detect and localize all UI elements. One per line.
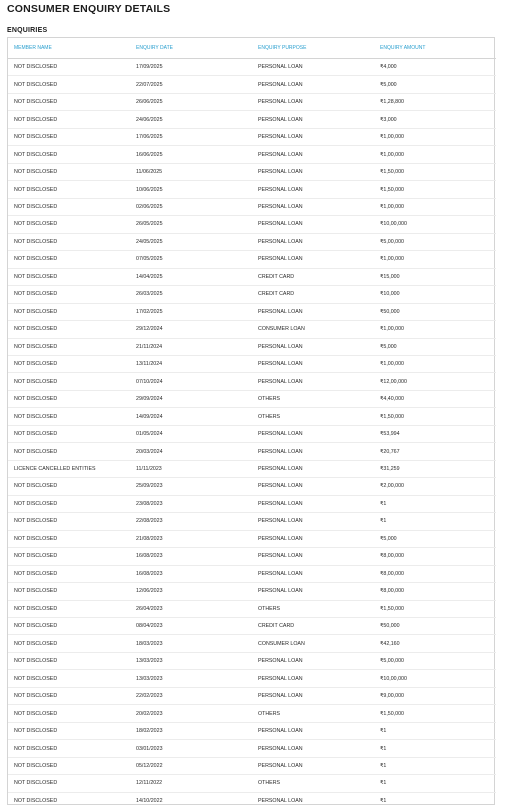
enquiry-purpose-cell: PERSONAL LOAN xyxy=(252,76,374,93)
enquiry-amount-cell: ₹15,000 xyxy=(374,268,496,285)
enquiry-amount-cell: ₹8,00,000 xyxy=(374,565,496,582)
enquiry-date-cell: 12/06/2023 xyxy=(130,583,252,600)
enquiry-date-cell: 11/06/2025 xyxy=(130,163,252,180)
enquiry-amount-cell: ₹20,767 xyxy=(374,443,496,460)
enquiry-amount-cell: ₹1 xyxy=(374,722,496,739)
member-name-cell: NOT DISCLOSED xyxy=(8,513,130,530)
enquiry-date-cell: 10/06/2025 xyxy=(130,181,252,198)
member-name-cell: NOT DISCLOSED xyxy=(8,321,130,338)
member-name-cell: NOT DISCLOSED xyxy=(8,233,130,250)
enquiry-purpose-cell: PERSONAL LOAN xyxy=(252,548,374,565)
enquiry-purpose-cell: PERSONAL LOAN xyxy=(252,146,374,163)
table-row xyxy=(8,76,496,93)
enquiry-purpose-cell: PERSONAL LOAN xyxy=(252,303,374,320)
enquiry-purpose-cell: PERSONAL LOAN xyxy=(252,583,374,600)
table-row xyxy=(8,530,496,547)
enquiry-amount-cell: ₹10,000 xyxy=(374,286,496,303)
enquiry-date-cell: 20/03/2024 xyxy=(130,443,252,460)
enquiry-date-cell: 16/06/2025 xyxy=(130,146,252,163)
enquiry-date-cell: 14/10/2022 xyxy=(136,797,163,804)
enquiry-amount-cell: ₹42,160 xyxy=(374,635,496,652)
table-row xyxy=(8,775,496,792)
enquiry-amount-cell: ₹1,50,000 xyxy=(374,408,496,425)
enquiry-date-cell: 25/09/2023 xyxy=(130,478,252,495)
member-name-cell: NOT DISCLOSED xyxy=(8,76,130,93)
enquiry-purpose-cell: PERSONAL LOAN xyxy=(252,513,374,530)
enquiry-amount-cell: ₹12,00,000 xyxy=(374,373,496,390)
enquiry-purpose-cell: PERSONAL LOAN xyxy=(252,181,374,198)
member-name-cell: NOT DISCLOSED xyxy=(8,111,130,128)
table-row xyxy=(8,146,496,163)
enquiry-date-cell: 20/02/2023 xyxy=(130,705,252,722)
member-name-cell: NOT DISCLOSED xyxy=(8,216,130,233)
table-row xyxy=(8,792,496,809)
enquiry-date-cell: 26/06/2025 xyxy=(130,93,252,110)
enquiry-purpose-cell: PERSONAL LOAN xyxy=(252,740,374,757)
table-row xyxy=(8,722,496,739)
enquiry-purpose-cell: CONSUMER LOAN xyxy=(252,321,374,338)
enquiry-amount-cell: ₹8,00,000 xyxy=(374,583,496,600)
enquiry-date-cell: 21/08/2023 xyxy=(130,530,252,547)
table-row xyxy=(8,303,496,320)
member-name-cell: NOT DISCLOSED xyxy=(8,338,130,355)
table-row xyxy=(8,390,496,407)
member-name-cell: NOT DISCLOSED xyxy=(14,797,58,804)
member-name-cell: NOT DISCLOSED xyxy=(8,286,130,303)
table-row xyxy=(8,495,496,512)
enquiry-purpose-cell: PERSONAL LOAN xyxy=(252,128,374,145)
member-name-cell: NOT DISCLOSED xyxy=(8,408,130,425)
enquiry-amount-cell: ₹50,000 xyxy=(374,303,496,320)
table-row xyxy=(8,286,496,303)
member-name-cell: NOT DISCLOSED xyxy=(8,355,130,372)
enquiry-amount-cell: ₹9,00,000 xyxy=(374,687,496,704)
member-name-cell: NOT DISCLOSED xyxy=(8,583,130,600)
enquiry-amount-cell: ₹5,000 xyxy=(374,530,496,547)
table-row xyxy=(8,251,496,268)
enquiry-amount-cell: ₹1 xyxy=(374,740,496,757)
table-row xyxy=(8,478,496,495)
enquiry-date-cell: 13/03/2023 xyxy=(130,670,252,687)
member-name-cell: NOT DISCLOSED xyxy=(8,495,130,512)
enquiry-amount-cell: ₹50,000 xyxy=(374,618,496,635)
enquiry-purpose-cell: PERSONAL LOAN xyxy=(252,251,374,268)
enquiry-date-cell: 26/05/2025 xyxy=(130,216,252,233)
member-name-cell: NOT DISCLOSED xyxy=(8,705,130,722)
table-row xyxy=(8,548,496,565)
column-header-enquiry-amount: ENQUIRY AMOUNT xyxy=(374,38,496,59)
enquiry-amount-cell: ₹1,50,000 xyxy=(374,705,496,722)
enquiry-date-cell: 13/03/2023 xyxy=(130,652,252,669)
table-row xyxy=(8,216,496,233)
enquiry-amount-cell: ₹1,00,000 xyxy=(374,251,496,268)
table-row xyxy=(8,618,496,635)
column-header-enquiry-date: ENQUIRY DATE xyxy=(130,38,252,59)
enquiry-date-cell: 16/08/2023 xyxy=(130,548,252,565)
enquiry-amount-cell: ₹1,28,800 xyxy=(374,93,496,110)
table-row xyxy=(8,198,496,215)
member-name-cell: NOT DISCLOSED xyxy=(8,775,130,792)
enquiry-purpose-cell: CONSUMER LOAN xyxy=(252,635,374,652)
table-row xyxy=(8,111,496,128)
enquiry-amount-cell: ₹5,000 xyxy=(374,76,496,93)
enquiry-purpose-cell: PERSONAL LOAN xyxy=(252,198,374,215)
member-name-cell: NOT DISCLOSED xyxy=(8,635,130,652)
member-name-cell: NOT DISCLOSED xyxy=(8,757,130,774)
member-name-cell: NOT DISCLOSED xyxy=(8,303,130,320)
page-title: CONSUMER ENQUIRY DETAILS xyxy=(7,3,171,15)
enquiry-purpose-cell: CREDIT CARD xyxy=(252,286,374,303)
enquiry-date-cell: 14/04/2025 xyxy=(130,268,252,285)
enquiry-date-cell: 22/07/2025 xyxy=(130,76,252,93)
table-row xyxy=(8,443,496,460)
enquiry-amount-cell: ₹5,00,000 xyxy=(374,233,496,250)
enquiry-date-cell: 08/04/2023 xyxy=(130,618,252,635)
table-row xyxy=(8,425,496,442)
table-row xyxy=(8,757,496,774)
member-name-cell: NOT DISCLOSED xyxy=(8,530,130,547)
table-row xyxy=(8,705,496,722)
enquiry-purpose-cell: PERSONAL LOAN xyxy=(252,338,374,355)
enquiry-purpose-cell: PERSONAL LOAN xyxy=(252,111,374,128)
table-row xyxy=(8,408,496,425)
enquiry-amount-cell: ₹1 xyxy=(380,797,387,804)
enquiry-date-cell: 22/08/2023 xyxy=(130,513,252,530)
table-row xyxy=(8,565,496,582)
enquiry-amount-cell: ₹8,00,000 xyxy=(374,548,496,565)
enquiry-date-cell: 26/04/2023 xyxy=(130,600,252,617)
enquiry-amount-cell: ₹1,00,000 xyxy=(374,198,496,215)
table-row xyxy=(8,583,496,600)
enquiry-date-cell: 22/02/2023 xyxy=(130,687,252,704)
enquiry-amount-cell: ₹3,000 xyxy=(374,111,496,128)
column-header-enquiry-purpose: ENQUIRY PURPOSE xyxy=(252,38,374,59)
table-row xyxy=(8,338,496,355)
member-name-cell: NOT DISCLOSED xyxy=(8,565,130,582)
enquiry-date-cell: 29/12/2024 xyxy=(130,321,252,338)
enquiry-purpose-cell: PERSONAL LOAN xyxy=(252,757,374,774)
enquiry-purpose-cell: PERSONAL LOAN xyxy=(252,163,374,180)
enquiry-purpose-cell: OTHERS xyxy=(252,600,374,617)
enquiry-amount-cell: ₹10,00,000 xyxy=(374,216,496,233)
section-title: ENQUIRIES xyxy=(7,27,48,34)
table-row xyxy=(8,635,496,652)
enquiry-date-cell: 03/01/2023 xyxy=(130,740,252,757)
member-name-cell: NOT DISCLOSED xyxy=(8,548,130,565)
enquiry-purpose-cell: OTHERS xyxy=(252,390,374,407)
member-name-cell: NOT DISCLOSED xyxy=(8,687,130,704)
enquiry-date-cell: 14/09/2024 xyxy=(130,408,252,425)
table-row xyxy=(8,687,496,704)
enquiry-purpose-cell: PERSONAL LOAN xyxy=(252,652,374,669)
enquiry-amount-cell: ₹1 xyxy=(374,495,496,512)
enquiry-purpose-cell: PERSONAL LOAN xyxy=(252,443,374,460)
member-name-cell: NOT DISCLOSED xyxy=(8,652,130,669)
table-row xyxy=(8,652,496,669)
table-row xyxy=(8,181,496,198)
enquiry-date-cell: 01/05/2024 xyxy=(130,425,252,442)
enquiry-date-cell: 23/08/2023 xyxy=(130,495,252,512)
enquiry-date-cell: 16/08/2023 xyxy=(130,565,252,582)
enquiry-purpose-cell: OTHERS xyxy=(252,705,374,722)
enquiry-date-cell: 17/09/2025 xyxy=(130,59,252,76)
member-name-cell: LICENCE CANCELLED ENTITIES xyxy=(8,460,130,477)
member-name-cell: NOT DISCLOSED xyxy=(8,670,130,687)
member-name-cell: NOT DISCLOSED xyxy=(8,93,130,110)
enquiry-amount-cell: ₹1,00,000 xyxy=(374,146,496,163)
enquiry-purpose-cell: PERSONAL LOAN xyxy=(252,355,374,372)
enquiry-date-cell: 12/11/2022 xyxy=(130,775,252,792)
enquiry-purpose-cell: PERSONAL LOAN xyxy=(252,93,374,110)
member-name-cell: NOT DISCLOSED xyxy=(8,198,130,215)
member-name-cell: NOT DISCLOSED xyxy=(8,600,130,617)
enquiry-date-cell: 26/03/2025 xyxy=(130,286,252,303)
column-header-member-name: MEMBER NAME xyxy=(8,38,130,59)
table-row xyxy=(8,740,496,757)
enquiry-amount-cell: ₹1,50,000 xyxy=(374,163,496,180)
enquiry-date-cell: 07/05/2025 xyxy=(130,251,252,268)
enquiry-purpose-cell: CREDIT CARD xyxy=(252,268,374,285)
enquiry-amount-cell: ₹1 xyxy=(374,775,496,792)
member-name-cell: NOT DISCLOSED xyxy=(8,163,130,180)
enquiry-date-cell: 11/11/2023 xyxy=(130,460,252,477)
enquiries-table-container xyxy=(7,37,495,805)
enquiry-date-cell: 02/06/2025 xyxy=(130,198,252,215)
enquiry-purpose-cell: CREDIT CARD xyxy=(252,618,374,635)
enquiry-purpose-cell: PERSONAL LOAN xyxy=(252,670,374,687)
table-row xyxy=(8,128,496,145)
enquiry-amount-cell: ₹1 xyxy=(374,513,496,530)
table-row xyxy=(8,321,496,338)
table-row xyxy=(8,513,496,530)
enquiry-amount-cell: ₹1,50,000 xyxy=(374,181,496,198)
table-body xyxy=(8,59,496,810)
member-name-cell: NOT DISCLOSED xyxy=(8,722,130,739)
enquiry-amount-cell: ₹10,00,000 xyxy=(374,670,496,687)
enquiry-date-cell: 05/12/2022 xyxy=(130,757,252,774)
enquiry-date-cell: 29/09/2024 xyxy=(130,390,252,407)
member-name-cell: NOT DISCLOSED xyxy=(8,181,130,198)
enquiry-amount-cell: ₹1,00,000 xyxy=(374,321,496,338)
enquiry-purpose-cell: PERSONAL LOAN xyxy=(252,59,374,76)
enquiry-purpose-cell: OTHERS xyxy=(252,775,374,792)
enquiry-purpose-cell: PERSONAL LOAN xyxy=(252,460,374,477)
enquiry-purpose-cell: PERSONAL LOAN xyxy=(252,530,374,547)
enquiry-purpose-cell: PERSONAL LOAN xyxy=(252,233,374,250)
enquiry-date-cell: 13/11/2024 xyxy=(130,355,252,372)
enquiry-amount-cell: ₹5,00,000 xyxy=(374,652,496,669)
enquiry-amount-cell: ₹4,000 xyxy=(374,59,496,76)
enquiry-purpose-cell: PERSONAL LOAN xyxy=(252,478,374,495)
enquiry-date-cell: 21/11/2024 xyxy=(130,338,252,355)
member-name-cell: NOT DISCLOSED xyxy=(8,425,130,442)
enquiry-date-cell: 17/02/2025 xyxy=(130,303,252,320)
table-row xyxy=(8,268,496,285)
enquiry-amount-cell: ₹1,50,000 xyxy=(374,600,496,617)
table-row xyxy=(8,59,496,76)
enquiry-date-cell: 17/06/2025 xyxy=(130,128,252,145)
enquiry-amount-cell: ₹1,00,000 xyxy=(374,355,496,372)
member-name-cell: NOT DISCLOSED xyxy=(8,251,130,268)
enquiry-amount-cell: ₹2,00,000 xyxy=(374,478,496,495)
member-name-cell: NOT DISCLOSED xyxy=(8,268,130,285)
member-name-cell: NOT DISCLOSED xyxy=(8,390,130,407)
enquiry-purpose-cell: PERSONAL LOAN xyxy=(252,373,374,390)
enquiry-amount-cell: ₹53,994 xyxy=(374,425,496,442)
table-row xyxy=(8,373,496,390)
enquiry-purpose-cell: OTHERS xyxy=(252,408,374,425)
enquiry-purpose-cell: PERSONAL LOAN xyxy=(252,216,374,233)
enquiry-amount-cell: ₹4,40,000 xyxy=(374,390,496,407)
member-name-cell: NOT DISCLOSED xyxy=(8,146,130,163)
enquiry-amount-cell: ₹31,259 xyxy=(374,460,496,477)
member-name-cell: NOT DISCLOSED xyxy=(8,740,130,757)
member-name-cell: NOT DISCLOSED xyxy=(8,59,130,76)
enquiry-purpose-cell: PERSONAL LOAN xyxy=(252,722,374,739)
enquiry-purpose-cell: PERSONAL LOAN xyxy=(252,687,374,704)
enquiry-purpose-cell: PERSONAL LOAN xyxy=(252,425,374,442)
enquiry-date-cell: 24/06/2025 xyxy=(130,111,252,128)
enquiry-purpose-cell: PERSONAL LOAN xyxy=(258,797,303,804)
enquiry-date-cell: 18/02/2023 xyxy=(130,722,252,739)
table-row xyxy=(8,93,496,110)
table-row xyxy=(8,163,496,180)
enquiries-table xyxy=(8,38,496,809)
member-name-cell: NOT DISCLOSED xyxy=(8,128,130,145)
member-name-cell: NOT DISCLOSED xyxy=(8,373,130,390)
enquiry-amount-cell: ₹1 xyxy=(374,757,496,774)
table-header-row xyxy=(8,38,496,59)
table-row xyxy=(8,233,496,250)
enquiry-date-cell: 24/05/2025 xyxy=(130,233,252,250)
table-row xyxy=(8,355,496,372)
table-row xyxy=(8,670,496,687)
table-row xyxy=(8,460,496,477)
member-name-cell: NOT DISCLOSED xyxy=(8,443,130,460)
member-name-cell: NOT DISCLOSED xyxy=(8,478,130,495)
member-name-cell: NOT DISCLOSED xyxy=(8,618,130,635)
enquiry-amount-cell: ₹1,00,000 xyxy=(374,128,496,145)
enquiry-amount-cell: ₹5,000 xyxy=(374,338,496,355)
enquiry-date-cell: 07/10/2024 xyxy=(130,373,252,390)
enquiry-purpose-cell: PERSONAL LOAN xyxy=(252,565,374,582)
enquiry-date-cell: 18/03/2023 xyxy=(130,635,252,652)
enquiry-purpose-cell: PERSONAL LOAN xyxy=(252,495,374,512)
table-row xyxy=(8,600,496,617)
